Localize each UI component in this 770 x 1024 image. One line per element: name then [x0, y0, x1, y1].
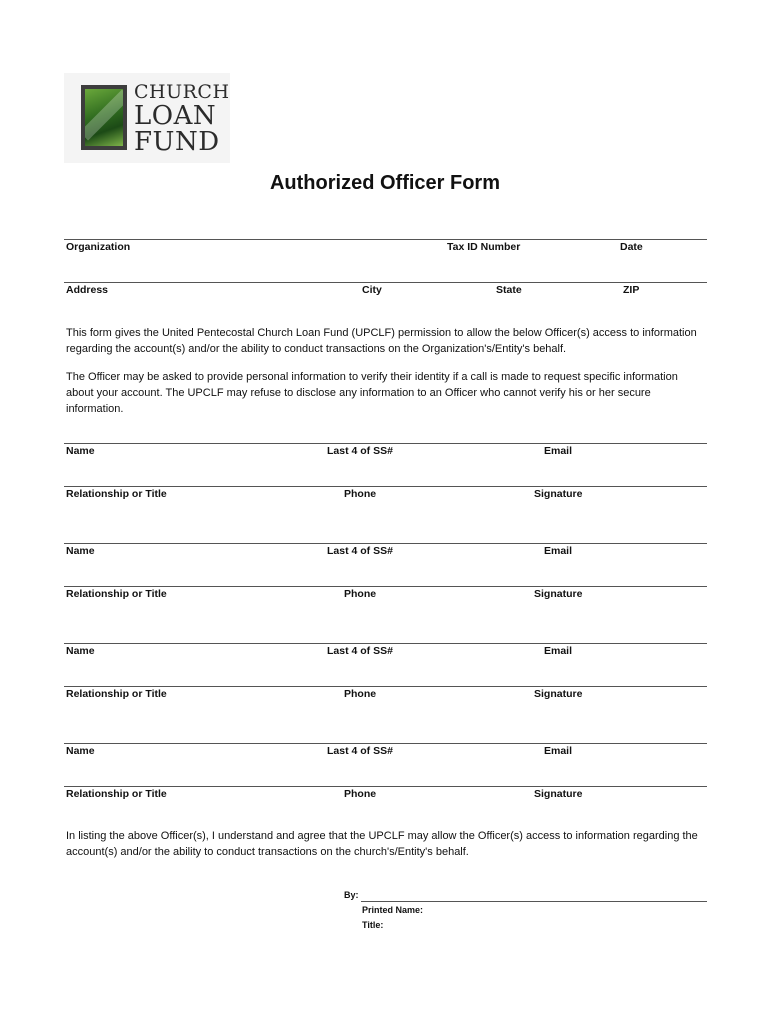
officer-4-last4-label: Last 4 of SS#: [327, 745, 393, 757]
officer-3-phone-label: Phone: [344, 688, 377, 700]
officer-2-email-label: Email: [544, 545, 573, 557]
address-label: Address: [66, 284, 109, 296]
officer-1-relationship-line[interactable]: [64, 486, 707, 487]
officer-1-phone-label: Phone: [344, 488, 377, 500]
officer-3-last4-label: Last 4 of SS#: [327, 645, 393, 657]
officer-1-email-label: Email: [544, 445, 573, 457]
officer-1-name-line[interactable]: [64, 443, 707, 444]
officer-3-name-line[interactable]: [64, 643, 707, 644]
officer-2-relationship-label: Relationship or Title: [66, 588, 167, 600]
officer-2-signature-label: Signature: [534, 588, 583, 600]
state-label: State: [496, 284, 522, 296]
zip-label: ZIP: [623, 284, 640, 296]
logo-emblem-icon: [81, 85, 127, 150]
organization-field-line[interactable]: [64, 239, 707, 240]
officer-1-name-label: Name: [66, 445, 95, 457]
officer-3-signature-label: Signature: [534, 688, 583, 700]
officer-4-name-label: Name: [66, 745, 95, 757]
officer-1-relationship-label: Relationship or Title: [66, 488, 167, 500]
officer-4-relationship-line[interactable]: [64, 786, 707, 787]
intro-paragraph-1: This form gives the United Pentecostal Church Loan Fund (UPCLF) permission to allow the below Officer(s) access to information regarding the account(s) and/or the ability to conduct transactions on the Organization's/Entity's behalf.: [66, 327, 697, 355]
officer-2-name-line[interactable]: [64, 543, 707, 544]
city-label: City: [362, 284, 382, 296]
printed-name-label: Printed Name:: [362, 905, 424, 915]
logo-text: [134, 83, 230, 155]
by-label: By:: [344, 890, 359, 900]
logo-line-3: FUND: [134, 127, 220, 157]
officer-3-name-label: Name: [66, 645, 95, 657]
tax-id-label: Tax ID Number: [447, 241, 521, 253]
signoff-title-label: Title:: [362, 920, 384, 930]
organization-label: Organization: [66, 241, 131, 253]
page-title: Authorized Officer Form: [269, 172, 500, 194]
logo-line-1: CHURCH: [134, 81, 230, 103]
officer-2-last4-label: Last 4 of SS#: [327, 545, 393, 557]
officer-1-last4-label: Last 4 of SS#: [327, 445, 393, 457]
officer-4-email-label: Email: [544, 745, 573, 757]
closing-paragraph: In listing the above Officer(s), I understand and agree that the UPCLF may allow the Officer(s) access to information regarding the account(s) and/or the ability to conduct transactions on the church's/Entity's behalf.: [66, 830, 698, 858]
officer-2-name-label: Name: [66, 545, 95, 557]
by-signature-line[interactable]: [361, 901, 707, 902]
officer-4-relationship-label: Relationship or Title: [66, 788, 167, 800]
officer-3-email-label: Email: [544, 645, 573, 657]
logo-line-2: LOAN: [134, 101, 217, 131]
officer-3-relationship-label: Relationship or Title: [66, 688, 167, 700]
intro-paragraph-2: The Officer may be asked to provide personal information to verify their identity if a call is made to request specific information about your account. The UPCLF may refuse to disclose any information to an Officer who cannot verify his or her secure information.: [66, 371, 678, 415]
officer-4-signature-label: Signature: [534, 788, 583, 800]
officer-3-relationship-line[interactable]: [64, 686, 707, 687]
date-label: Date: [620, 241, 643, 253]
address-field-line[interactable]: [64, 282, 707, 283]
officer-1-signature-label: Signature: [534, 488, 583, 500]
officer-2-relationship-line[interactable]: [64, 586, 707, 587]
church-loan-fund-logo: [64, 73, 230, 163]
officer-4-name-line[interactable]: [64, 743, 707, 744]
officer-4-phone-label: Phone: [344, 788, 377, 800]
officer-2-phone-label: Phone: [344, 588, 377, 600]
